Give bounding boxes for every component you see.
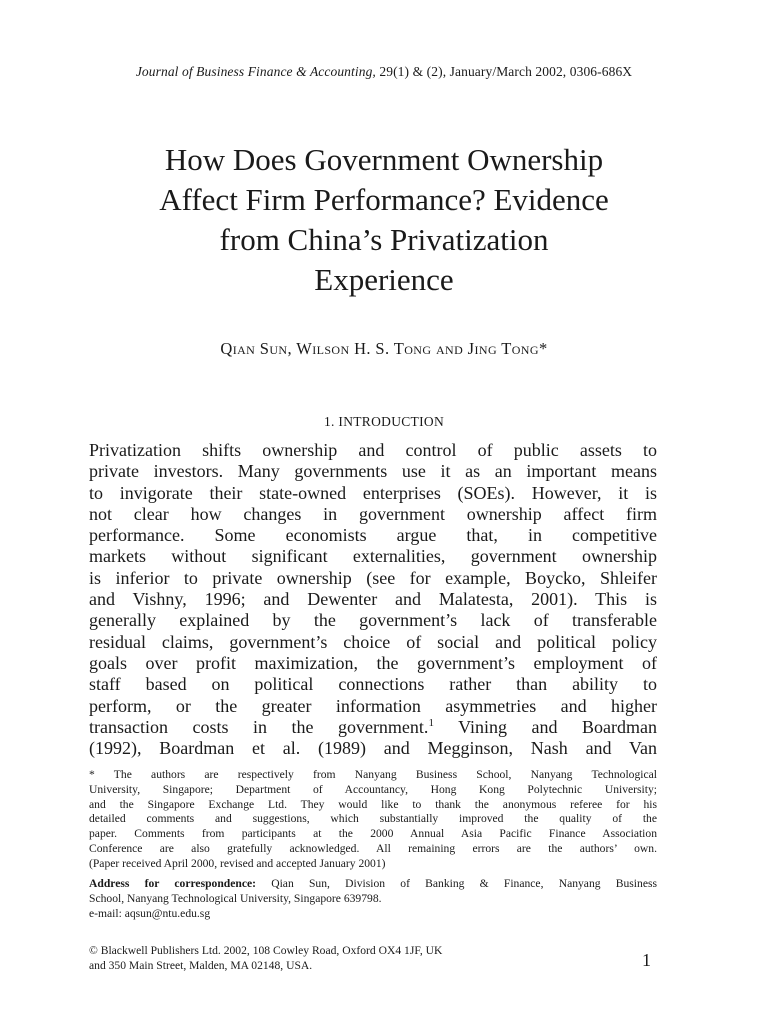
- body-line: (1992), Boardman et al. (1989) and Megginson, Nash and Van: [89, 738, 657, 759]
- journal-citation: 29(1) & (2), January/March 2002, 0306-686X: [375, 64, 633, 79]
- title-line: Experience: [314, 262, 454, 297]
- publisher-line: © Blackwell Publishers Ltd. 2002, 108 Cowley Road, Oxford OX4 1JF, UK: [89, 944, 443, 957]
- author-list: Qian Sun, Wilson H. S. Tong and Jing Tong*: [220, 339, 548, 358]
- body-line: residual claims, government’s choice of social and political policy: [89, 631, 657, 652]
- address-text: Qian Sun, Division of Banking & Finance, Nanyang Business: [255, 877, 657, 890]
- journal-name: Journal of Business Finance & Accounting,: [135, 64, 376, 79]
- correspondence-address: [89, 877, 657, 921]
- title-line: from China’s Privatization: [219, 222, 549, 257]
- footnote-line: and the Singapore Exchange Ltd. They would like to thank the anonymous referee for his: [89, 797, 657, 811]
- paper-title: [60, 140, 708, 300]
- body-line: is inferior to private ownership (see for example, Boycko, Shleifer: [89, 567, 657, 588]
- publisher-notice: [89, 944, 589, 974]
- body-line: staff based on political connections rather than ability to: [89, 674, 657, 695]
- body-line: to invigorate their state-owned enterprises (SOEs). However, it is: [89, 482, 657, 503]
- body-line: performance. Some economists argue that, in competitive: [89, 525, 657, 546]
- section-heading: 1. INTRODUCTION: [324, 414, 444, 429]
- title-line: Affect Firm Performance? Evidence: [159, 182, 609, 217]
- author-footnote: [89, 768, 657, 872]
- body-line: not clear how changes in government ownership affect firm: [89, 503, 657, 524]
- footnote-line: (Paper received April 2000, revised and accepted January 2001): [89, 856, 386, 870]
- address-line: [89, 877, 657, 892]
- footnote-line: * The authors are respectively from Nanyang Business School, Nanyang Technological: [89, 768, 657, 781]
- body-line: and Vishny, 1996; and Dewenter and Malatesta, 2001). This is: [89, 589, 657, 610]
- body-line: Privatization shifts ownership and control of public assets to: [89, 440, 657, 460]
- journal-header: [0, 64, 768, 80]
- address-line: School, Nanyang Technological University, Singapore 639798.: [89, 891, 382, 905]
- title-line: How Does Government Ownership: [164, 142, 604, 177]
- footnote-line: Conference are also gratefully acknowledged. All remaining errors are the authors’ own.: [89, 841, 657, 855]
- footnote-line: University, Singapore; Department of Accountancy, Hong Kong Polytechnic University;: [89, 782, 657, 796]
- footnote-line: detailed comments and suggestions, which substantially improved the quality of the: [89, 812, 657, 826]
- body-line: generally explained by the government’s lack of transferable: [89, 610, 657, 631]
- footnote-marker: 1: [428, 716, 434, 729]
- publisher-line: and 350 Main Street, Malden, MA 02148, USA.: [89, 958, 313, 972]
- email-address[interactable]: e-mail: aqsun@ntu.edu.sg: [89, 906, 211, 920]
- address-label: Address for correspondence:: [89, 877, 256, 890]
- body-line: [89, 717, 657, 738]
- page-number: 1: [642, 950, 651, 970]
- body-line: private investors. Many governments use it as an important means: [89, 461, 657, 482]
- body-line: markets without significant externalities, government ownership: [89, 546, 657, 567]
- body-line: goals over profit maximization, the government’s employment of: [89, 652, 657, 673]
- body-paragraph: [89, 440, 657, 759]
- body-text-fragment: Vining and Boardman: [433, 716, 657, 737]
- body-line: perform, or the greater information asymmetries and higher: [89, 695, 657, 716]
- body-text-fragment: transaction costs in the government.: [89, 716, 429, 737]
- footnote-line: paper. Comments from participants at the 2000 Annual Asia Pacific Finance Association: [89, 827, 657, 841]
